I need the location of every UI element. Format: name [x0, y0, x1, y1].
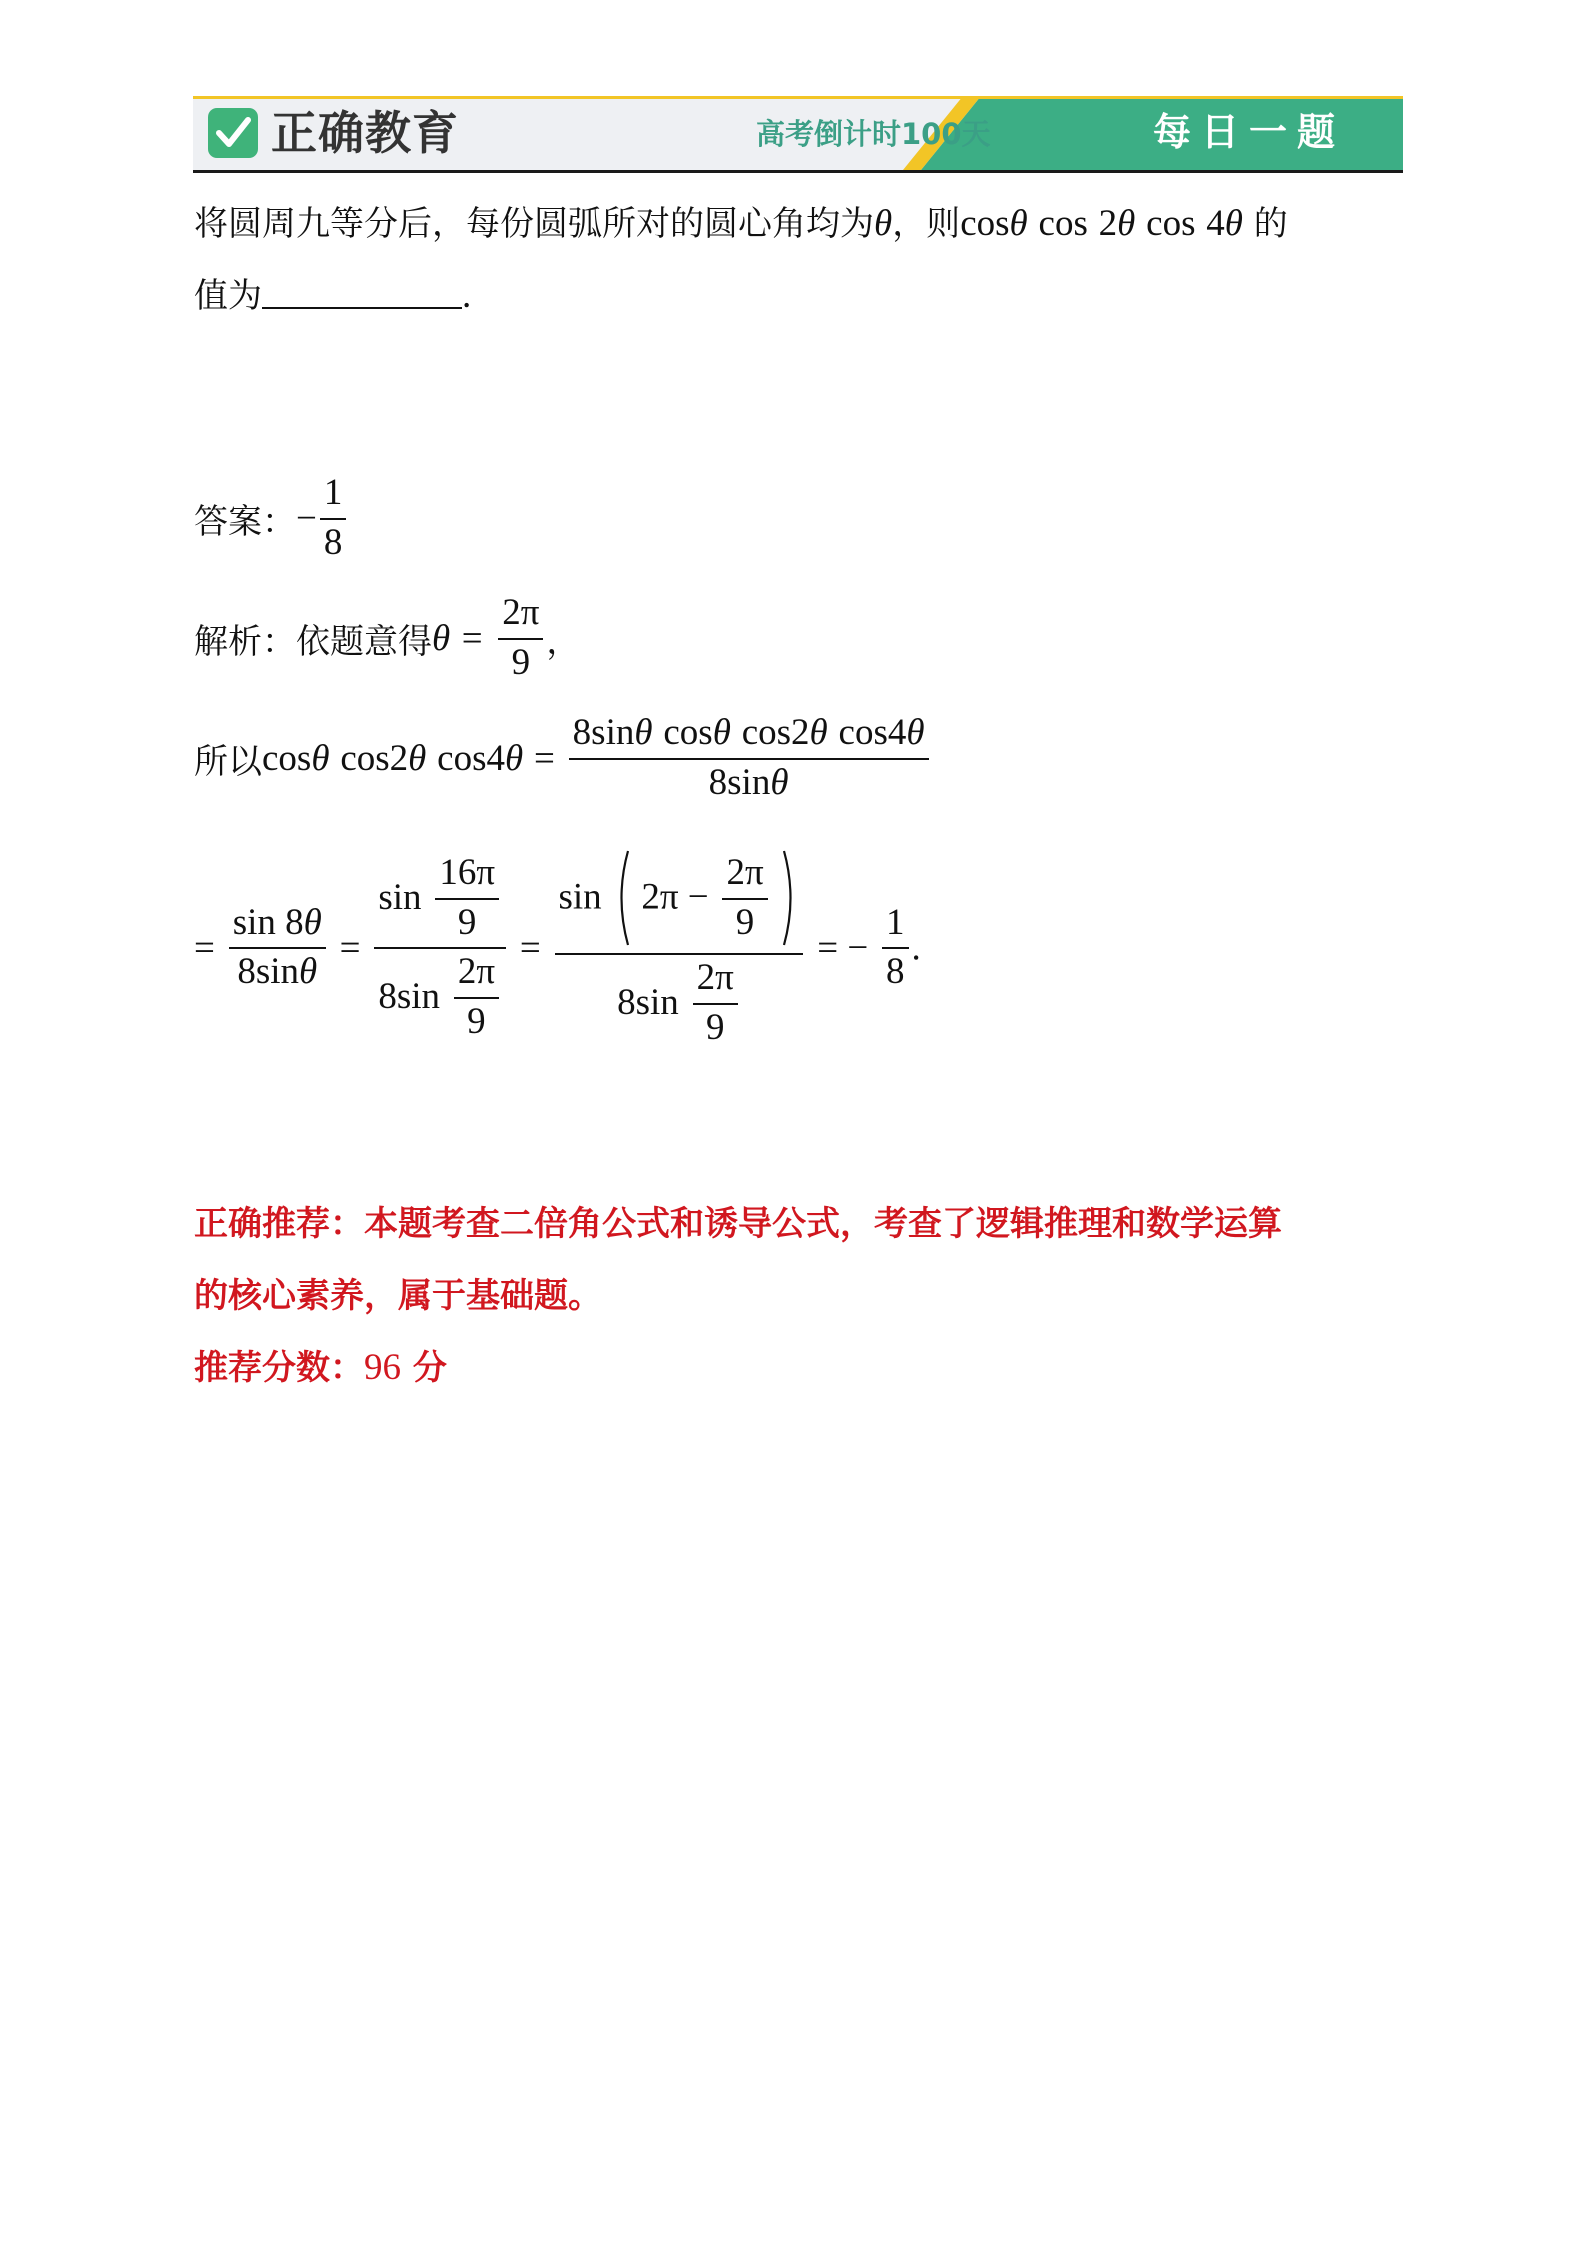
math-cos: cos [437, 737, 487, 779]
answer-blank [262, 277, 462, 309]
analysis-label: 解析：依题意得 [194, 621, 432, 662]
question-line-1 [194, 196, 1288, 245]
theta-value-fraction [498, 594, 543, 683]
theta-symbol: θ [809, 712, 828, 753]
minus-sign: − [296, 497, 317, 539]
theta-symbol: θ [1224, 203, 1243, 244]
question-text: 值为 [194, 276, 262, 316]
fraction-numerator: 2π [726, 851, 764, 893]
left-paren [613, 848, 631, 948]
derivation-step-1 [194, 714, 932, 803]
theta-symbol: θ [408, 737, 427, 779]
theta-symbol: θ [634, 712, 653, 753]
equals-sign: = [519, 927, 541, 969]
fraction-denominator: 9 [467, 1001, 486, 1043]
fraction-bar [569, 758, 929, 760]
equals-sign: = [339, 927, 361, 969]
derivation-step-2 [194, 848, 921, 1048]
fraction-denominator [613, 959, 745, 1048]
inner-fraction [435, 851, 499, 943]
recommendation-line-2 [194, 1268, 602, 1317]
fraction-denominator: 9 [705, 1006, 725, 1048]
fraction-bar [374, 947, 506, 949]
fraction-numerator [569, 714, 929, 753]
theta-symbol: θ [504, 737, 524, 779]
math-term: 8sin [617, 981, 679, 1023]
fraction-bar [882, 947, 909, 949]
score-label: 推荐分数： [194, 1348, 364, 1388]
fraction-bar [435, 898, 499, 900]
theta-symbol: θ [770, 761, 789, 803]
math-cos: cos [663, 712, 713, 753]
fraction-bar [555, 953, 804, 955]
fraction-bar [320, 518, 347, 520]
theta-symbol: θ [299, 951, 318, 993]
math-cos: cos [1038, 203, 1088, 244]
question-text: ，则 [892, 204, 961, 244]
step2-fraction-2 [374, 851, 506, 1043]
fraction-numerator: 1 [886, 901, 905, 943]
fraction-denominator [374, 953, 506, 1042]
recommendation-line-1 [194, 1196, 1282, 1245]
theta-symbol: θ [1117, 203, 1136, 244]
theta-symbol: θ [1009, 203, 1028, 244]
fraction-numerator: 2π [696, 957, 734, 998]
score-unit: 分 [401, 1348, 447, 1388]
theta-symbol: θ [906, 712, 925, 753]
step2-fraction-1 [229, 901, 326, 993]
math-cos: cos [960, 203, 1010, 244]
recommendation-text: 正确推荐：本题考查二倍角公式和诱导公式，考查了逻辑推理和数学运算 [194, 1204, 1282, 1244]
math-coef: 2 [389, 737, 409, 779]
brand-name: 正确教育 [271, 106, 459, 160]
fraction-numerator: 2π [502, 592, 540, 633]
score-value: 96 [364, 1347, 401, 1388]
fraction-denominator: 9 [457, 901, 477, 943]
question-line-2 [194, 268, 471, 317]
math-sin: sin [558, 876, 602, 918]
fraction-bar [454, 997, 499, 999]
question-text: 的 [1253, 204, 1288, 244]
math-term: 8sin [237, 951, 299, 993]
answer-fraction [320, 474, 347, 563]
fraction-numerator [555, 848, 804, 948]
math-coef: 4 [486, 737, 505, 779]
recommendation-text: 的核心素养，属于基础题。 [194, 1276, 602, 1316]
inner-fraction [693, 959, 738, 1048]
math-cos: cos [1146, 203, 1196, 244]
math-cos: cos [838, 712, 888, 753]
recommended-score [194, 1340, 447, 1389]
right-paren [781, 848, 799, 948]
period: . [911, 927, 921, 969]
header-divider [193, 170, 1403, 173]
math-coef: 4 [887, 712, 907, 753]
equals-minus: = − [817, 927, 869, 969]
fraction-numerator: 2π [457, 951, 495, 993]
math-cos: cos [262, 737, 312, 779]
inner-fraction [454, 953, 499, 1042]
trailing-comma: ， [546, 621, 581, 662]
fraction-denominator [233, 953, 321, 992]
theta-symbol: θ [874, 203, 893, 244]
fraction-numerator: 16π [439, 851, 495, 893]
math-term: sin 8 [232, 901, 304, 943]
fraction-bar [498, 638, 543, 640]
fraction-numerator [374, 851, 506, 943]
theta-symbol: θ [712, 712, 731, 753]
math-term: 8sin [378, 976, 440, 1018]
daily-question-label: 每日一题 [1153, 110, 1346, 154]
answer-label: 答案： [194, 501, 296, 542]
fraction-denominator [705, 761, 793, 803]
equals-sign: = [194, 927, 215, 969]
fraction-numerator: 1 [323, 472, 343, 513]
theta-symbol: θ [311, 737, 330, 779]
math-term: 8sin [708, 761, 771, 803]
fraction-bar [693, 1003, 738, 1005]
math-sin: sin [378, 876, 422, 918]
math-coef: 2 [1098, 203, 1118, 244]
math-term: 8sin [572, 712, 635, 753]
step2-fraction-3 [555, 848, 804, 1048]
result-fraction [882, 901, 909, 993]
equals-sign: = [533, 737, 555, 779]
fraction-numerator [229, 901, 326, 943]
answer-line [194, 474, 349, 563]
math-coef: 2 [791, 712, 810, 753]
countdown-text: 高考倒计时100天 [756, 117, 991, 151]
theta-equals: θ = [432, 617, 485, 659]
math-cos: cos [340, 737, 390, 779]
analysis-line [194, 594, 580, 683]
question-text: 将圆周九等分后，每份圆弧所对的圆心角均为 [194, 204, 874, 244]
header-banner [193, 96, 1403, 170]
step1-fraction [569, 714, 929, 803]
fraction-denominator: 8 [886, 951, 905, 993]
fraction-denominator: 8 [323, 521, 343, 563]
period: . [462, 275, 472, 316]
fraction-denominator: 9 [735, 901, 755, 943]
math-term: 2π − [641, 876, 709, 918]
theta-symbol: θ [303, 901, 322, 943]
step-prefix: 所以 [194, 741, 262, 782]
math-cos: cos [741, 712, 792, 753]
math-coef: 4 [1206, 203, 1225, 244]
fraction-bar [722, 898, 767, 900]
fraction-denominator: 9 [511, 641, 531, 683]
fraction-bar [229, 947, 326, 949]
inner-fraction [722, 851, 767, 943]
check-logo-icon [208, 108, 258, 158]
